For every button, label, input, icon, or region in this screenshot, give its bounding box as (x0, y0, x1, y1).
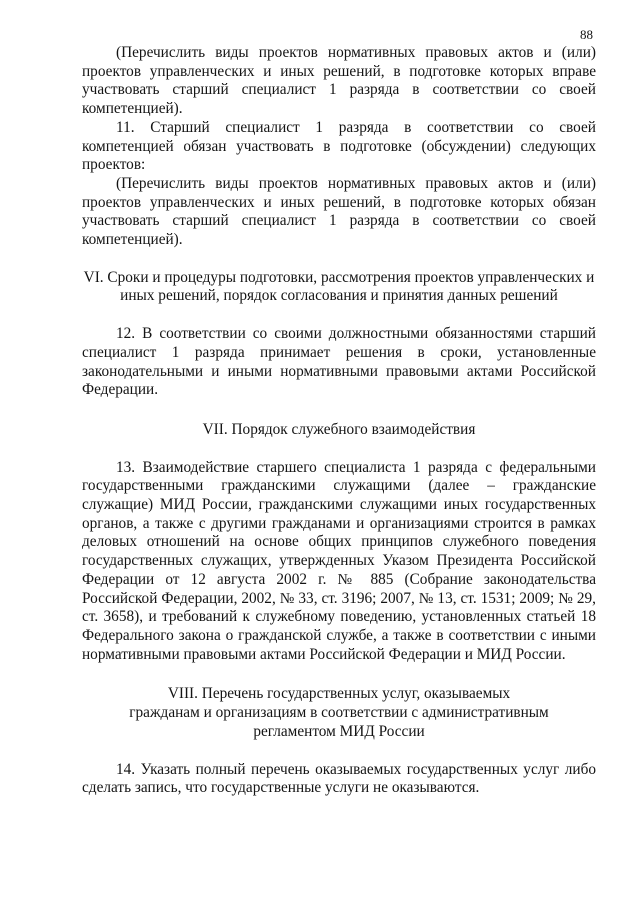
section-heading-6-line-2: иных решений, порядок согласования и принятия данных решений (120, 287, 558, 305)
paragraph-list-mandatory-projects: (Перечислить виды проектов нормативных правовых актов и (или) проектов управленческих и иных решений, в подготовке которых обязан участвовать старший специалист 1 разряда в соответствии со своей компетенцией). (82, 174, 596, 249)
document-body (82, 44, 596, 798)
section-heading-8-line-3: регламентом МИД России (253, 722, 425, 740)
section-heading-6-line-1: VI. Сроки и процедуры подготовки, рассмотрения проектов управленческих и (83, 268, 595, 286)
section-heading-8-line-2: гражданам и организациям в соответствии с административным (129, 704, 549, 722)
section-heading-7: VII. Порядок служебного взаимодействия (202, 420, 476, 438)
paragraph-14: 14. Указать полный перечень оказываемых государственных услуг либо сделать запись, что государственные услуги не оказываются. (82, 760, 596, 797)
section-heading-8 (82, 685, 596, 741)
section-heading-8-line-1: VIII. Перечень государственных услуг, оказываемых (167, 685, 511, 703)
paragraph-11: 11. Старший специалист 1 разряда в соответствии со своей компетенцией обязан участвовать в подготовке (обсуждении) следующих проектов: (82, 118, 596, 174)
section-heading-6 (82, 269, 596, 306)
paragraph-list-optional-projects: (Перечислить виды проектов нормативных правовых актов и (или) проектов управленческих и иных решений, в подготовке которых вправе участвовать старший специалист 1 разряда в соответствии со своей компетенцией). (82, 44, 596, 118)
paragraph-12: 12. В соответствии со своими должностными обязанностями старший специалист 1 разряда принимает решения в сроки, установленные законодательными и иными нормативными правовыми актами Российской Федерации. (82, 325, 596, 399)
paragraph-13: 13. Взаимодействие старшего специалиста 1 разряда с федеральными государственными гражданскими служащими (далее – гражданские служащие) МИД России, гражданскими служащими иных государственных органов, а также с другими гражданами и организациями строится в рамках деловых отношений на основе общих принципов служебного поведения государственных служащих, утвержденных Указом Президента Российской Федерации от 12 августа 2002 г. № 885 (Собрание законодательства Российской Федерации, 2002, № 33, ст. 3196; 2007, № 13, ст. 1531; 2009; № 29, ст. 3658), и требований к служебному поведению, установленных статьей 18 Федерального закона о гражданской службе, а также в соответствии с иными нормативными правовыми актами Российской Федерации и МИД России. (82, 458, 596, 663)
page-number: 88 (580, 27, 593, 42)
